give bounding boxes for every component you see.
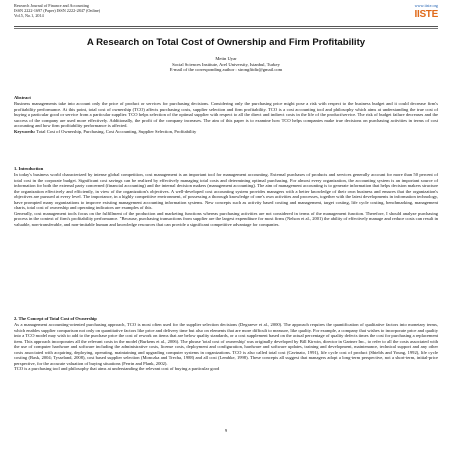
journal-name: Research Journal of Finance and Accounting bbox=[14, 3, 90, 8]
iiste-logo-mark: IISTE bbox=[414, 9, 438, 21]
author-affiliation: Social Sciences Institute, Arel University, Istanbul, Turkey bbox=[172, 61, 280, 67]
section-2-paragraph: TCO is a purchasing tool and philosophy that aims at understanding the relevant cost of buying a particular good bbox=[14, 366, 220, 372]
paper-title: A Research on Total Cost of Ownership and Firm Profitability bbox=[86, 37, 366, 48]
keywords-line bbox=[14, 129, 438, 135]
journal-url[interactable]: www.iiste.org bbox=[414, 3, 438, 8]
header-rule-secondary bbox=[14, 28, 438, 29]
journal-issn: ISSN 2222-1697 (Paper) ISSN 2222-2847 (Online) bbox=[14, 8, 101, 14]
journal-volume: Vol.5, No.1, 2014 bbox=[14, 13, 44, 19]
author-name: Metin Uyar bbox=[215, 56, 237, 61]
abstract-text: Business managements take into account only the price of product or services for purchasing decisions. Considering only the purchasing price might pose a risk with respect to the business budget and it could decrease firm's profitability performance. At this point, total cost of ownership (TCO) affects purchasing costs, supplier selection and firm profitability. TCO is a cost accounting tool and philosophy which aims at understanding the true cost of buying a particular good or service from a particular supplier. TCO helps selection of the optimal supplier with respect to all the direct and indirect costs in the life of the product/service. The risk of budget failure decreases and the success of the company are used more effectively. Additionally, the profit of the company increases. The aim of this paper is to examine how TCO helps companies make true decisions on purchasing activities in terms of cost accounting and how firm profitability performance is affected. bbox=[14, 101, 438, 129]
section-1-paragraph: Generally, cost management tools focus on the fulfillment of the production and marketing functions whereas purchasing activities are not considered in terms of the management function. Therefore, I should analyze purchasing process in the context of firm's profitability performance. "Because, purchasing transactions from supplier are the largest expenditure for most firms (Nelson et al., 2001) the ability of effectively manage and reduce costs can result in valuable, non-transferable, and non-imitable human and knowledge resources that can provide a significant competitive advantage for companies. bbox=[14, 210, 438, 227]
section-1-heading: 1. Introduction bbox=[14, 166, 44, 171]
keywords-text: Total Cost of Ownership, Purchasing, Cost Accounting, Supplier Selection, Profitability bbox=[36, 128, 197, 134]
page-number: 9 bbox=[224, 428, 228, 433]
author-block bbox=[0, 56, 452, 73]
section-2-heading: 2. The Concept of Total Cost of Ownership bbox=[14, 316, 97, 321]
abstract-heading: Abstract bbox=[14, 95, 31, 100]
section-1-body bbox=[14, 172, 438, 227]
journal-header-right bbox=[408, 3, 438, 22]
abstract-body bbox=[14, 101, 438, 134]
section-2-paragraph: As a management accounting-oriented purchasing approach, TCO is most often used for the supplier selection decisions (Degraeve et al., 2000). The approach requires the quantification of qualitative factors into monetary terms, which enables supplier comparison not only on quantitative factors like price and delivery time but also on elements that are more difficult to measure, like quality. For example, a company that wishes to incorporate price and quality into a TCO model may wish to add to the purchase price the cost of rework on items that are below quality standards, or a cost supplement based on the actual percentage of quality defects times the cost for purchasing a replacement item. This approach incorporates all the relevant costs in the model (Burkens et al., 2006). The phrase 'total cost of ownership' was originally developed by Bill Kirwin, director in Gartner Inc., to refer to all the costs associated with the use of computer hardware and software including the administrative costs, license costs, deployment and configuration, hardware and software updates, training and development, maintenance, technical support and any other costs associated with acquiring, deploying, operating, maintaining and upgrading computer systems in organizations. TCO is also called total cost (Cavinato, 1991), life cycle cost of product (Shields and Young, 1992), life cycle costing (Bask, 2004; Tysseland, 2008), cost based supplier selection (Monczka and Trecha, 1988) and all cost (Lembke, 1998). These concepts all suggest that managers adopt a long-term perspective, not a short-term, initial-price perspective, for the accurate valuation of buying situations (Ferrin and Plank, 2002). bbox=[14, 322, 438, 366]
section-2-body bbox=[14, 322, 438, 372]
journal-header bbox=[14, 3, 100, 19]
keywords-label: Keywords: bbox=[14, 128, 36, 134]
author-email: E-mail of the corresponding author : strongfitdir@gmail.com bbox=[169, 67, 283, 73]
iiste-logo bbox=[408, 9, 438, 21]
header-rule bbox=[14, 26, 438, 27]
section-1-paragraph: In today's business world characterized by intense global competition, cost management is an important tool for management accounting. External purchases of products and services generally account for more than 50 percent of total cost in the corporate budget. Significant cost savings can be realized by effectively managing total costs and determining optimal purchasing. For almost every organization, the accounting system is an important source of information for both the external party concerned (financial accounting) and the internal decision makers (management accounting). The aim of management accounting is to generate information that helps decision makers structure the organization effectively and efficiently, in view of the organization's objectives. A well-developed cost accounting system provides managers with a better knowledge of their own business and ensures that the organization's objectives are pursued at every level. The importance, in a highly competitive environment, of possessing a thorough knowledge of one's own activities and processes, together with the latest developments in information technology, have prompted many organizations to improve existing management accounting information systems. New concepts such as activity based costing and management, target costing, life cycle costing, benchmarking, management charts, total cost of ownership and operating indicators are examples of this. bbox=[14, 172, 438, 211]
